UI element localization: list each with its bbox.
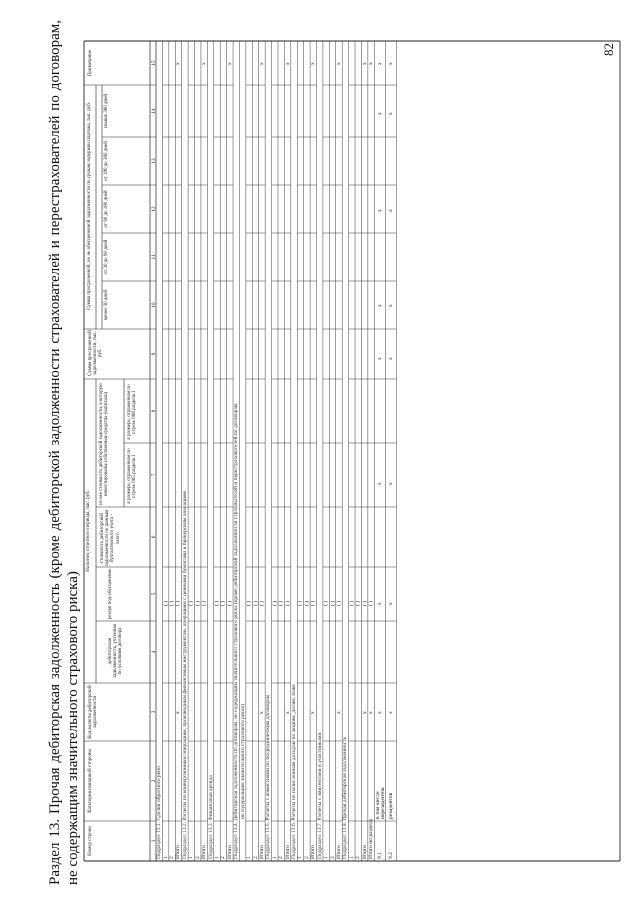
- hdr-category: Категория связанной стороны: [88, 749, 93, 813]
- bracket-mark: ( ): [297, 600, 304, 606]
- subsection-title-continuation: не содержащим значительного страхового риска): [239, 703, 246, 819]
- x-mark: x: [284, 711, 291, 714]
- x-mark: x: [376, 112, 383, 115]
- x-mark: x: [376, 304, 383, 307]
- col-number: 11: [150, 254, 157, 260]
- x-mark: x: [258, 62, 265, 65]
- subsection-title: Подраздел 13.3. Финансовая аренда: [207, 775, 214, 859]
- row-label: 9.2: [387, 852, 394, 859]
- hdr-overdue-total: Сумма просроченной задолженности, тыс. руб.: [88, 330, 104, 376]
- hdr-note: Примечание: [88, 49, 93, 77]
- x-mark: x: [387, 112, 394, 115]
- col-number: 2: [150, 779, 157, 783]
- row-label: 1: [246, 856, 253, 859]
- row-label: Итого: [258, 845, 265, 859]
- col-number: 7: [150, 473, 157, 477]
- row-label: 9.1: [376, 852, 383, 859]
- hdr-of-which: из нее стоимость дебиторской задолженности, в которую инвестированы собственные средства (капитала): [99, 383, 110, 505]
- x-mark: x: [387, 357, 394, 360]
- x-mark: x: [387, 711, 394, 714]
- subsection-title: Подраздел 13.4. Дебиторская задолженность по договорам, не содержащим значительного страхового риска (кроме дебиторской задолженности страхователей и перестрахователей по договорам,: [233, 402, 240, 859]
- row-label: 1: [271, 856, 278, 859]
- row-label: Итого: [361, 845, 368, 859]
- x-mark: x: [310, 711, 317, 714]
- bracket-mark: ( ): [175, 600, 182, 606]
- bracket-mark: ( ): [258, 600, 265, 606]
- col-number: 15: [150, 60, 157, 66]
- x-mark: x: [368, 62, 375, 65]
- bracket-mark: ( ): [368, 600, 375, 606]
- hdr-row-no: Номер строки: [88, 826, 93, 856]
- bracket-mark: ( ): [246, 600, 253, 606]
- row-label: 2: [303, 856, 310, 859]
- row-label: 2: [220, 856, 227, 859]
- subsection-title: Подраздел 13.6. Расчеты по начисленным доходам по акциям, долям, паям: [291, 684, 298, 859]
- x-mark: x: [335, 711, 342, 714]
- x-mark: x: [376, 209, 383, 212]
- bracket-mark: ( ): [335, 600, 342, 606]
- bracket-mark: ( ): [348, 600, 355, 606]
- row-label: Итого: [335, 845, 342, 859]
- col-number: 5: [150, 592, 157, 596]
- bracket-mark: ( ): [323, 600, 330, 606]
- hdr-overdue-group: Сумма просроченной, но не обесцененной задолженности по срокам задержки платежа, тыс. руб.: [87, 102, 92, 310]
- x-mark: x: [361, 711, 368, 714]
- x-mark: x: [387, 482, 394, 485]
- row-label: 1: [213, 856, 220, 859]
- subsection-title: Подраздел 13.1. Сделки обратного репо: [156, 766, 163, 859]
- bracket-mark: ( ): [355, 600, 362, 606]
- bracket-mark: ( ): [303, 600, 310, 606]
- row-note: нерезидентов: [379, 787, 386, 819]
- bracket-mark: ( ): [284, 600, 291, 606]
- bracket-mark: ( ): [271, 600, 278, 606]
- row-label: Итого: [226, 845, 233, 859]
- row-label: 2: [194, 856, 201, 859]
- hdr-reserve: резерв под обесценение: [108, 568, 113, 620]
- col-number: 9: [150, 352, 157, 356]
- row-label: 1: [323, 856, 330, 859]
- row-label: 1: [162, 856, 169, 859]
- bracket-mark: ( ): [188, 600, 195, 606]
- x-mark: x: [376, 711, 383, 714]
- x-mark: x: [175, 62, 182, 65]
- row-label: 1: [188, 856, 195, 859]
- row-label: 1: [297, 856, 304, 859]
- hdr-30-90: от 30 до 90 дней: [104, 239, 109, 275]
- subsection-title: Подраздел 13.5. Расчеты с комиссиями по посредническим договорам: [265, 694, 272, 859]
- x-mark: x: [387, 304, 394, 307]
- col-number: 6: [150, 535, 157, 539]
- row-label: 2: [169, 856, 176, 859]
- x-mark: x: [387, 602, 394, 605]
- hdr-cost: стоимость дебиторской задолженности по данным бухгалтерского учета - всего: [100, 509, 121, 567]
- x-mark: x: [376, 602, 383, 605]
- hdr-more360: свыше 360 дней: [104, 93, 109, 129]
- hdr-sub-066: в размере, отраженном по строке 066 раздела 1: [127, 384, 138, 440]
- row-label: 1: [348, 856, 355, 859]
- hdr-debt: дебиторская задолженность, учтенная по условиям договора: [108, 624, 124, 678]
- bracket-mark: ( ): [220, 600, 227, 606]
- x-mark: x: [376, 482, 383, 485]
- col-number: 8: [150, 409, 157, 413]
- section-title-line2: не содержащим значительного страхового риска): [65, 571, 81, 885]
- row-label: Итого: [201, 845, 208, 859]
- x-mark: x: [226, 62, 233, 65]
- x-mark: x: [387, 209, 394, 212]
- col-number: 10: [150, 302, 157, 308]
- x-mark: x: [284, 62, 291, 65]
- row-label: Итого по разделу: [368, 818, 375, 859]
- col-number: 4: [150, 650, 157, 654]
- section-title-line1: Раздел 13. Прочая дебиторская задолженность (кроме дебиторской задолженности страхователей и перестрахователей по договорам,: [47, 20, 63, 885]
- bracket-mark: ( ): [361, 600, 368, 606]
- subsection-title: Подраздел 13.2. Расчеты по конверсионным операциям, производным финансовым инструментам, операциям с ценными бумагами и брокерским операциям: [181, 491, 188, 859]
- col-number: 14: [150, 108, 157, 114]
- x-mark: x: [201, 62, 208, 65]
- bracket-mark: ( ): [194, 600, 201, 606]
- row-label: 2: [329, 856, 336, 859]
- col-number: 12: [150, 206, 157, 212]
- row-label: Итого: [175, 845, 182, 859]
- subsection-title: Подраздел 13.7. Расчеты с эмитентами и участниками: [316, 732, 323, 859]
- x-mark: x: [361, 62, 368, 65]
- x-mark: x: [376, 62, 383, 65]
- col-number: 3: [150, 710, 157, 714]
- x-mark: x: [368, 711, 375, 714]
- row-label: Итого: [284, 845, 291, 859]
- bracket-mark: ( ): [169, 600, 176, 606]
- bracket-mark: ( ): [310, 600, 317, 606]
- col-number: 13: [150, 158, 157, 164]
- col-number: 1: [150, 839, 157, 843]
- row-label: Итого: [310, 845, 317, 859]
- hdr-90-180: от 90 до 180 дней: [104, 190, 109, 228]
- page-number: 82: [601, 43, 616, 56]
- bracket-mark: ( ): [252, 600, 259, 606]
- bracket-mark: ( ): [201, 600, 208, 606]
- hdr-end-of-period: На конец отчетного периода, тыс. руб.: [86, 490, 91, 572]
- bracket-mark: ( ): [226, 600, 233, 606]
- subsection-title: Подраздел 13.8. Прочая дебиторская задолженность: [342, 736, 349, 859]
- bracket-mark: ( ): [213, 600, 220, 606]
- hdr-sub-065: в размере, отраженном по строке 065 раздела 1: [127, 448, 138, 504]
- x-mark: x: [258, 711, 265, 714]
- row-note: резидентов: [387, 792, 394, 819]
- x-mark: x: [335, 62, 342, 65]
- row-label: 2: [278, 856, 285, 859]
- row-note: в том числе:: [374, 790, 381, 819]
- bracket-mark: ( ): [162, 600, 169, 606]
- row-label: 2: [252, 856, 259, 859]
- bracket-mark: ( ): [278, 600, 285, 606]
- hdr-180-360: от 180 до 360 дней: [104, 141, 109, 181]
- hdr-less30: менее 30 дней: [104, 289, 109, 321]
- x-mark: x: [310, 62, 317, 65]
- row-label: 2: [355, 856, 362, 859]
- x-mark: x: [387, 62, 394, 65]
- hdr-currency: Код валюты дебиторской задолженности: [88, 685, 99, 739]
- bracket-mark: ( ): [329, 600, 336, 606]
- x-mark: x: [376, 357, 383, 360]
- x-mark: x: [175, 711, 182, 714]
